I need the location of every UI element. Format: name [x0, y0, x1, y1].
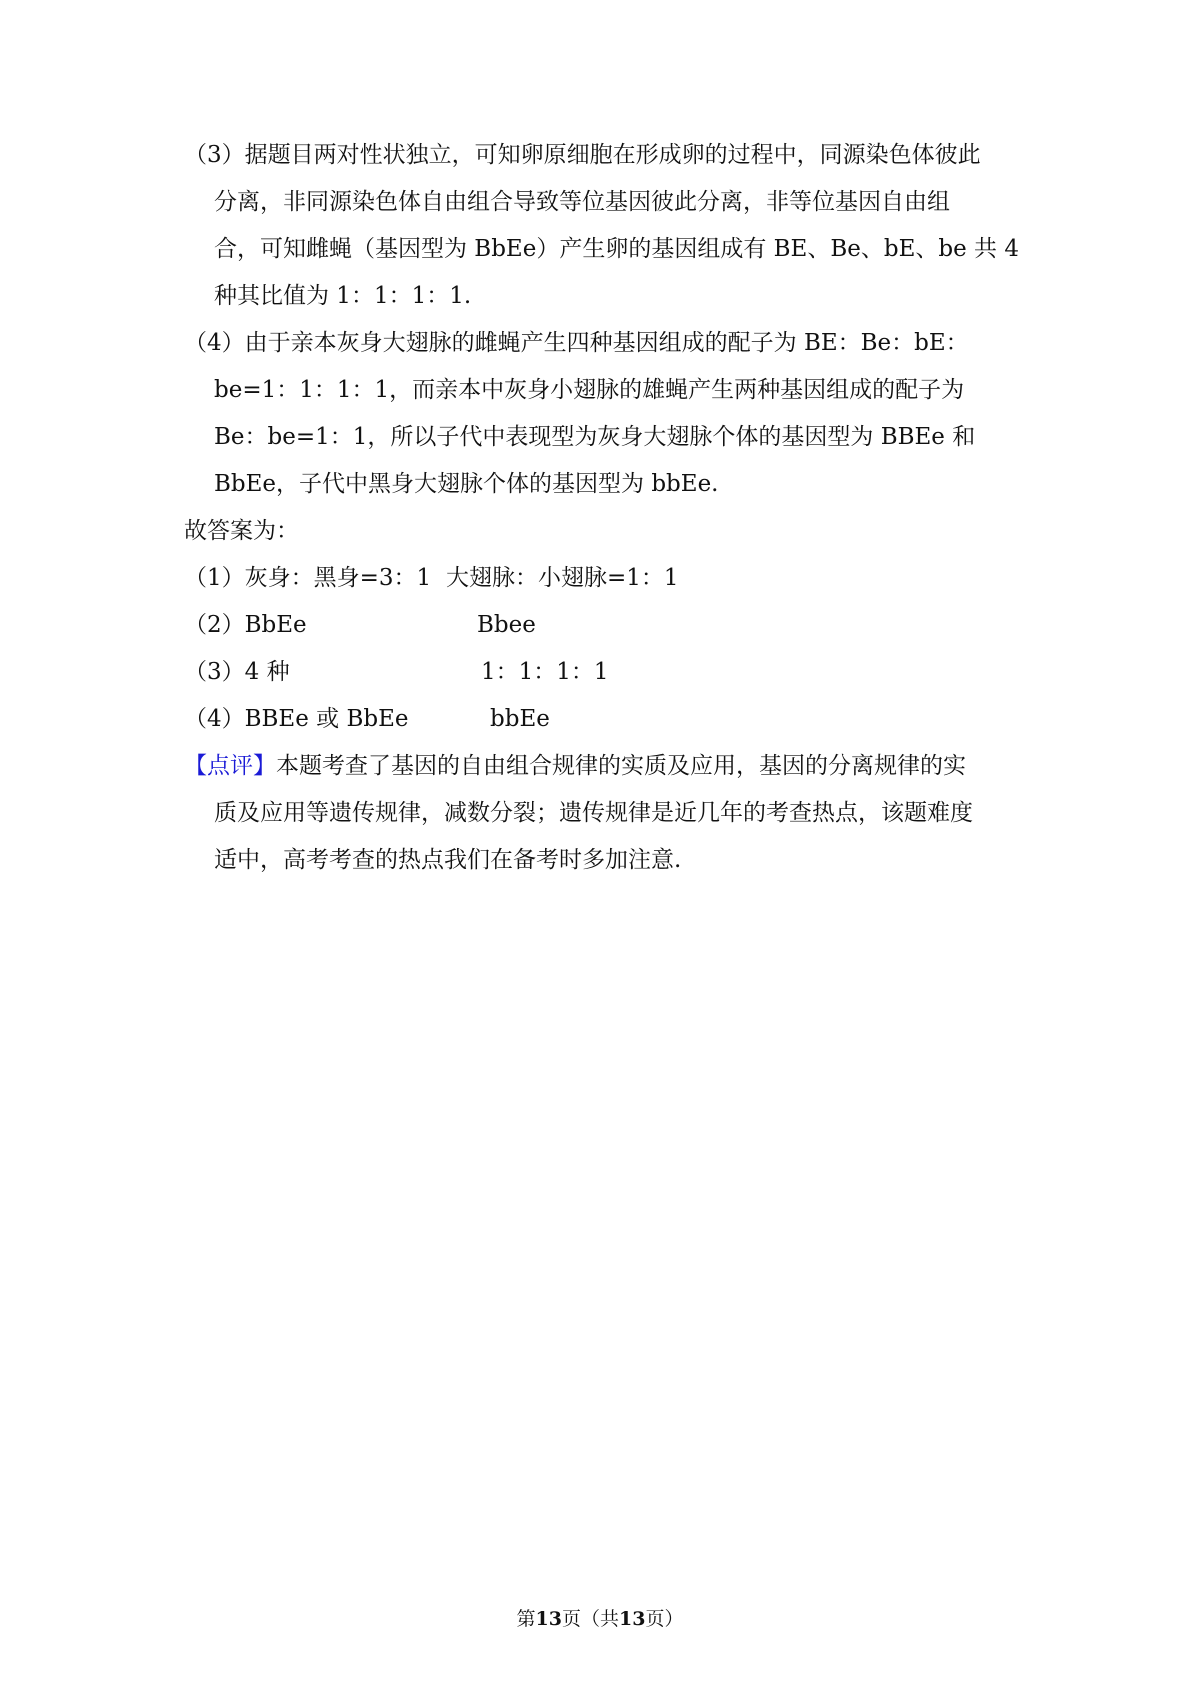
- comment-text: 本题考查了基因的自由组合规律的实质及应用，基因的分离规律的实: [276, 753, 966, 779]
- answer-right: Bbee: [477, 612, 536, 638]
- footer-suffix: 页）: [645, 1608, 684, 1630]
- answer-right: bbEe: [490, 706, 550, 732]
- analysis-part-4: [184, 320, 1024, 508]
- text-line: 种其比值为 1：1：1：1.: [214, 283, 472, 309]
- answer-row: [184, 555, 679, 602]
- answer-right: 1：1：1：1: [481, 659, 609, 685]
- text-line: 质及应用等遗传规律，减数分裂；遗传规律是近几年的考查热点，该题难度: [214, 800, 973, 826]
- text-line: Be：be=1：1，所以子代中表现型为灰身大翅脉个体的基因型为 BBEe 和: [214, 424, 976, 450]
- answer-right: 大翅脉：小翅脉=1：1: [446, 565, 679, 591]
- answer-heading: [184, 508, 1024, 555]
- text-line: （3）据题目两对性状独立，可知卵原细胞在形成卵的过程中，同源染色体彼此: [184, 142, 981, 168]
- text-line: （4）由于亲本灰身大翅脉的雌蝇产生四种基因组成的配子为 BE：Be：bE：: [184, 330, 969, 356]
- text-line: 分离，非同源染色体自由组合导致等位基因彼此分离，非等位基因自由组: [214, 189, 950, 215]
- analysis-part-3: [184, 132, 1024, 320]
- answer-heading-text: 故答案为：: [184, 518, 299, 544]
- comment-first-line: [184, 743, 1024, 790]
- footer-middle: 页（共: [561, 1608, 619, 1630]
- page-number: 13: [535, 1608, 562, 1630]
- comment-tag: 【点评】: [184, 753, 276, 779]
- text-line: be=1：1：1：1，而亲本中灰身小翅脉的雄蝇产生两种基因组成的配子为: [214, 377, 965, 403]
- page-total: 13: [619, 1608, 646, 1630]
- answer-row: [184, 696, 550, 743]
- text-line: 适中，高考考查的热点我们在备考时多加注意.: [214, 847, 682, 873]
- text-line: BbEe，子代中黑身大翅脉个体的基因型为 bbEe.: [214, 471, 719, 497]
- answer-left: （3）4 种: [184, 659, 290, 685]
- answer-left: （1）灰身：黑身=3：1: [184, 565, 432, 591]
- footer-prefix: 第: [516, 1608, 536, 1630]
- text-line: 合，可知雌蝇（基因型为 BbEe）产生卵的基因组成有 BE、Be、bE、be 共 4: [214, 236, 1019, 262]
- comment-block: [184, 743, 1024, 884]
- answer-row: [184, 602, 536, 649]
- page-footer: [0, 1604, 1200, 1631]
- answer-left: （2）BbEe: [184, 612, 307, 638]
- answer-row: [184, 649, 609, 696]
- answer-left: （4）BBEe 或 BbEe: [184, 706, 409, 732]
